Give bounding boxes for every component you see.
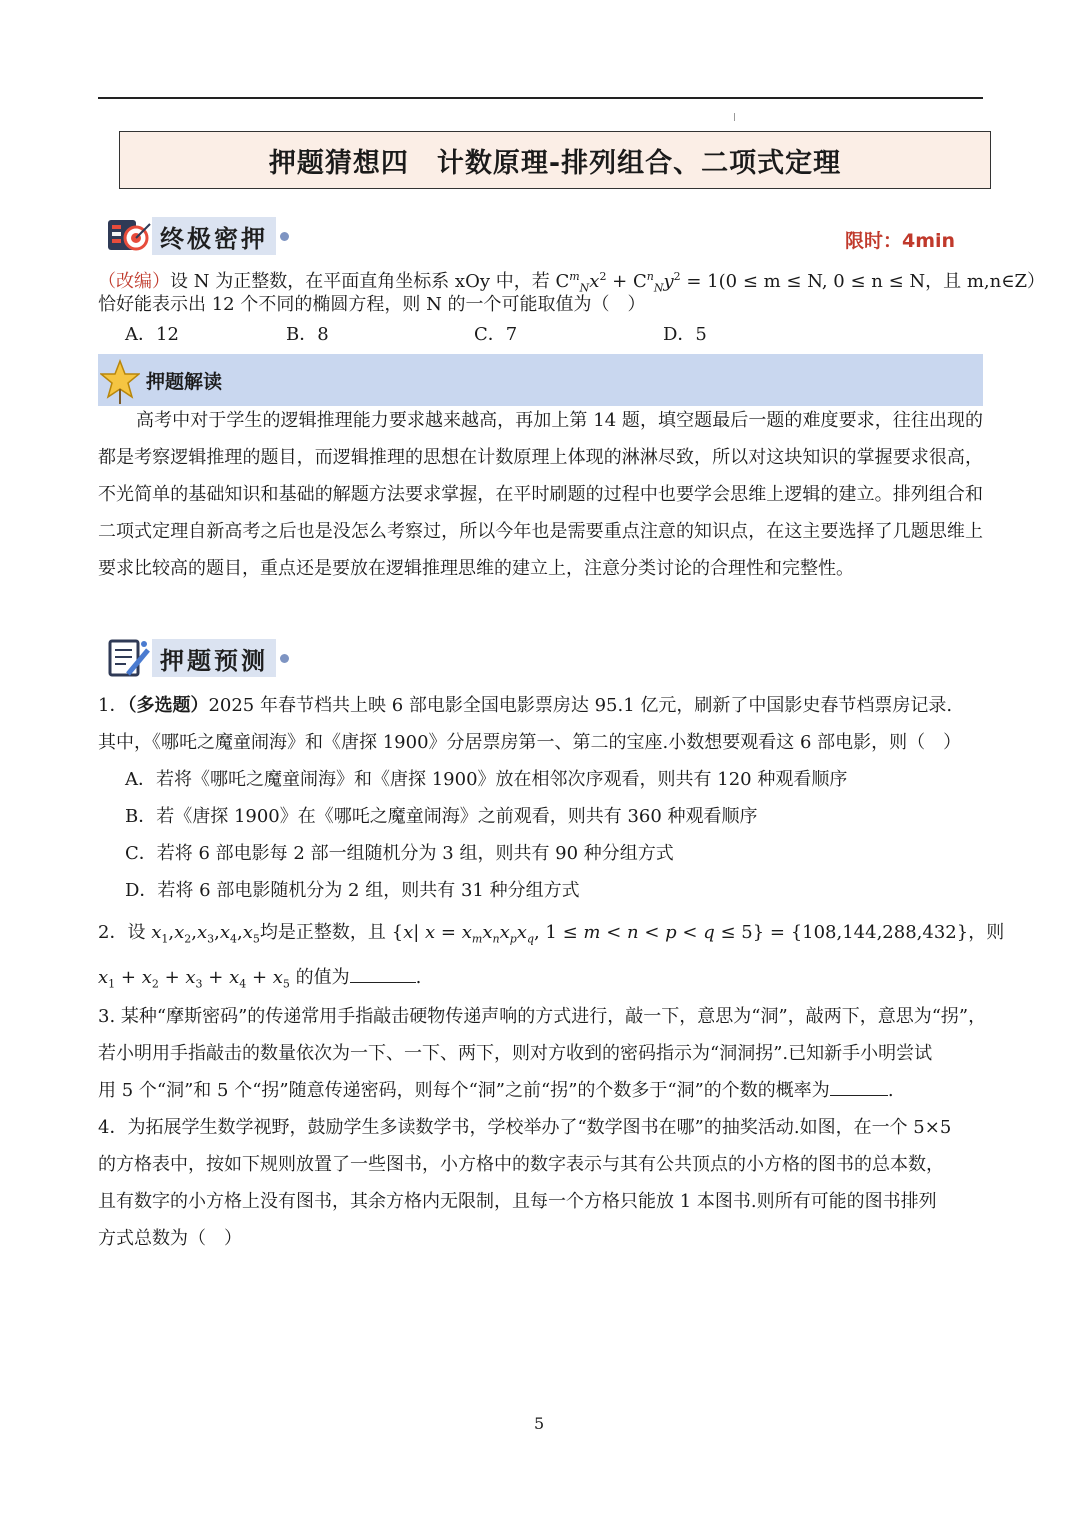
page-number: 5 [534,1414,545,1433]
section-dot [280,654,289,663]
notebook-pen-icon [106,638,152,678]
q2-answer-blank[interactable] [350,964,416,983]
option-d: D．5 [663,324,707,345]
q2-line1: 2．设 $x_1,x_2,x_3,x_4,x_5$均是正整数，且 {x| $x = x_mx_nx_px_q$, 1 ≤ m < n < p < q ≤ 5} = {108,144,288,432}，则 [98,922,1005,946]
q2-line2: $x_1 + x_2 + x_3 + x_4 + x_5$ 的值为 . [98,959,421,1003]
q4-line4: 方式总数为（ ） [98,1228,242,1249]
q3-line1: 3. 某种“摩斯密码”的传递常用手指敲击硬物传递声响的方式进行，敲一下，意思为“洞”，敲两下，意思为“拐”， [98,1006,987,1027]
question-text: 设 N 为正整数，在平面直角坐标系 xOy 中，若 [170,271,550,292]
section-label-predict: 押题预测 [152,639,276,677]
q3-line2: 若小明用手指敲击的数量依次为一下、一下、两下，则对方收到的密码指示为“洞洞拐”.已知新手小明尝试 [98,1043,933,1064]
formula-condition: (0 ≤ m ≤ N, 0 ≤ n ≤ N，且 m,n∈Z） [718,271,1046,292]
section-dot [280,232,289,241]
q1-option-d: D．若将 6 部电影随机分为 2 组，则共有 31 种分组方式 [125,880,580,901]
page-title: 押题猜想四 计数原理-排列组合、二项式定理 [119,131,991,189]
target-icon [106,216,152,256]
interpretation-band [98,354,983,406]
q1-option-b: B．若《唐探 1900》在《哪吒之魔童闹海》之前观看，则共有 360 种观看顺序 [125,806,758,827]
section-label-interpretation: 押题解读 [146,370,223,393]
option-c: C．7 [474,324,518,345]
q3-line3: 用 5 个“洞”和 5 个“拐”随意传递密码，则每个“洞”之前“拐”的个数多于“洞”的个数的概率为 . [98,1072,894,1109]
header-rule [98,97,983,99]
header-tick-mark [734,113,735,121]
q1-option-c: C．若将 6 部电影每 2 部一组随机分为 3 组，则共有 90 种分组方式 [125,843,674,864]
section-banner-final [106,217,289,255]
q1-line1: 1．（多选题）2025 年春节档共上映 6 部电影全国电影票房达 95.1 亿元，刷新了中国影史春节档票房记录. [98,695,953,716]
section-label-final: 终极密押 [152,217,276,255]
option-b: B．8 [286,324,329,345]
interpretation-paragraph: 高考中对于学生的逻辑推理能力要求越来越高，再加上第 14 题，填空题最后一题的难度要求，往往出现的都是考察逻辑推理的题目，而逻辑推理的思想在计数原理上体现的淋淋尽致，所以对这块知识的掌握要求很高，不光简单的基础知识和基础的解题方法要求掌握，在平时刷题的过程中也要学会思维上逻辑的建立。排列组合和二项式定理自新高考之后也是没怎么考察过，所以今年也是需要重点注意的知识点，在这主要选择了几题思维上要求比较高的题目，重点还是要放在逻辑推理思维的建立上，注意分类讨论的合理性和完整性。 [98,410,983,579]
q4-line1: 4．为拓展学生数学视野，鼓励学生多读数学书，学校举办了“数学图书在哪”的抽奖活动.如图，在一个 5×5 [98,1117,952,1138]
q3-answer-blank[interactable] [830,1077,888,1096]
option-a: A．12 [125,324,179,345]
ellipse-formula: $C^m_Nx^2 + C^n_Ny^2 = 1$ [555,270,719,295]
q1-tag: （多选题） [127,695,209,716]
q2-set-values: {108,144,288,432} [790,922,969,943]
question-source-tag: （改编） [98,271,170,292]
section-banner-predict [106,639,289,677]
question-main-line2: 恰好能表示出 12 个不同的椭圆方程，则 N 的一个可能取值为（ ） [98,294,646,315]
q4-line2: 的方格表中，按如下规则放置了一些图书，小方格中的数字表示与其有公共顶点的小方格的图书的总本数， [98,1154,944,1175]
star-icon [100,359,140,405]
time-limit: 限时：4min [845,230,956,252]
q1-line2: 其中，《哪吒之魔童闹海》和《唐探 1900》分居票房第一、第二的宝座.小数想要观看这 6 部电影，则（ ） [98,732,962,753]
q4-line3: 且有数字的小方格上没有图书，其余方格内无限制，且每一个方格只能放 1 本图书.则所有可能的图书排列 [98,1191,937,1212]
q1-option-a: A．若将《哪吒之魔童闹海》和《唐探 1900》放在相邻次序观看，则共有 120 种观看顺序 [125,769,848,790]
